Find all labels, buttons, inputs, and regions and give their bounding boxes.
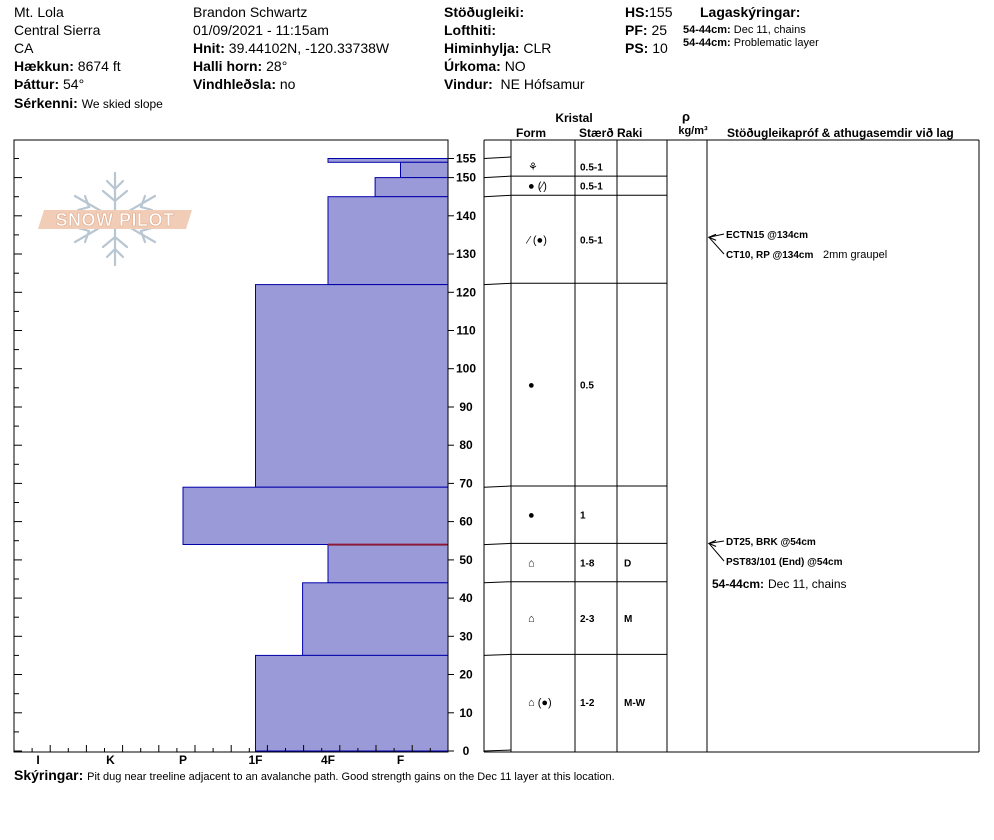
- rho-header: ρ: [681, 109, 691, 124]
- depth-tick-label: 110: [456, 323, 476, 338]
- hardness-tick-label: 1F: [248, 753, 263, 767]
- strat-connector: [484, 654, 511, 655]
- hardness-tick-label: I: [36, 753, 40, 767]
- hs-value: 155: [649, 4, 673, 20]
- arrow-icon: [709, 234, 716, 240]
- observer: Brandon Schwartz: [193, 4, 308, 20]
- strat-size: 0.5-1: [580, 181, 603, 193]
- strat-size: 0.5-1: [580, 235, 603, 247]
- strat-connector: [484, 750, 511, 751]
- strat-size: 2-3: [580, 614, 595, 625]
- depth-tick-label: 10: [459, 705, 473, 720]
- layer-note-text: Dec 11, chains: [768, 577, 847, 591]
- strat-connector: [484, 582, 511, 583]
- pf-label: PF:: [625, 22, 648, 38]
- strat-size: 1: [580, 510, 586, 522]
- wind-value: NE Hófsamur: [500, 76, 585, 92]
- precip-label: Úrkoma:: [444, 58, 501, 74]
- density-unit-header: kg/m³: [678, 125, 708, 137]
- ps-value: 10: [652, 40, 668, 56]
- hardness-bar: [328, 545, 448, 583]
- depth-axis: [448, 152, 476, 759]
- depth-tick-label: 150: [455, 170, 477, 185]
- test-label: DT25, BRK @54cm: [726, 537, 816, 548]
- pf-value: 25: [651, 22, 668, 38]
- test-label: PST83/101 (End) @54cm: [726, 557, 843, 568]
- strat-size: 1-2: [580, 698, 595, 710]
- layers-title: Lagaskýringar:: [700, 4, 801, 20]
- hardness-bar: [256, 655, 449, 751]
- layer-note-2-text: Problematic layer: [733, 37, 819, 49]
- elevation-value: 8674 ft: [77, 58, 121, 74]
- crystal-header: Kristal: [555, 111, 593, 125]
- strat-form: ⌂ (●): [528, 697, 552, 710]
- aspect-value: 54°: [63, 76, 85, 92]
- strat-connector: [484, 543, 511, 544]
- tests-header: Stöðugleikapróf & athugasemdir við lag: [727, 126, 954, 140]
- hardness-bar: [375, 178, 448, 197]
- features-label: Sérkenni:: [14, 95, 78, 111]
- stability-label: Stöðugleiki:: [444, 4, 525, 20]
- depth-tick-label: 100: [455, 361, 477, 376]
- test-pointer: [709, 543, 724, 561]
- wind-label: Vindur:: [444, 76, 493, 92]
- depth-tick-label: 40: [459, 591, 473, 606]
- strat-connector: [484, 195, 511, 196]
- sky-label: Himinhylja:: [444, 40, 520, 56]
- region: Central Sierra: [14, 22, 101, 38]
- hardness-tick-label: K: [106, 753, 115, 767]
- precip-value: NO: [504, 58, 526, 74]
- depth-tick-label: 130: [455, 247, 477, 261]
- hardness-bar: [401, 162, 449, 177]
- layer-note-1-text: Dec 11, chains: [733, 24, 806, 36]
- state: CA: [14, 40, 34, 56]
- depth-tick-label: 120: [455, 285, 477, 300]
- strat-connector: [484, 486, 511, 487]
- test-label: CT10, RP @134cm: [726, 250, 814, 261]
- hardness-tick-label: F: [396, 753, 405, 767]
- depth-tick-label: 20: [459, 667, 473, 682]
- strat-connector: [484, 176, 511, 178]
- footer-label: Skýringar:: [14, 767, 84, 783]
- depth-tick-label: 90: [459, 400, 473, 414]
- hardness-tick-label: P: [178, 753, 188, 767]
- depth-tick-label: 70: [459, 476, 473, 491]
- footer-text: Pit dug near treeline adjacent to an avalanche path. Good strength gains on the Dec 11 layer at this location.: [87, 771, 615, 783]
- hardness-bar: [256, 285, 449, 488]
- strat-size: 0.5-1: [580, 162, 603, 174]
- wind-loading-label: Vindhleðsla:: [193, 76, 276, 92]
- elevation-label: Hækkun:: [14, 58, 74, 74]
- ps-label: PS:: [625, 40, 649, 56]
- footer: [14, 767, 615, 785]
- air-temp-label: Lofthiti:: [444, 22, 497, 38]
- strat-form: ⚘: [528, 161, 538, 174]
- strat-connector: [484, 283, 511, 284]
- layer-note-2-range: 54-44cm:: [683, 37, 731, 49]
- strat-form: ●: [528, 509, 535, 522]
- layer-note-range: 54-44cm:: [712, 577, 765, 591]
- hardness-tick-label: 4F: [320, 753, 336, 767]
- depth-tick-label: 0: [462, 744, 470, 758]
- wind-loading-value: no: [279, 76, 296, 92]
- arrow-icon: [709, 540, 716, 546]
- strat-moisture: M: [624, 614, 633, 625]
- logo-text: SNOW PILOT: [55, 210, 175, 230]
- depth-tick-label: 80: [459, 438, 473, 453]
- form-header: Form: [516, 126, 546, 140]
- features-value: We skied slope: [81, 97, 163, 111]
- hardness-bar: [328, 159, 448, 163]
- depth-tick-label: 50: [459, 552, 473, 567]
- test-label: ECTN15 @134cm: [726, 230, 809, 241]
- hardness-bar: [183, 487, 448, 544]
- depth-tick-label: 60: [459, 514, 473, 529]
- coords-value: 39.44102N, -120.33738W: [228, 40, 390, 56]
- strat-size: 1-8: [580, 558, 595, 570]
- hardness-bars: [183, 159, 448, 752]
- hardness-bar: [303, 583, 448, 656]
- test-note: 2mm graupel: [823, 249, 888, 261]
- sky-value: CLR: [523, 40, 552, 56]
- moisture-header: Raki: [617, 126, 643, 140]
- aspect-label: Þáttur:: [14, 76, 60, 92]
- strat-moisture: D: [624, 558, 632, 570]
- stability-tests: [709, 230, 887, 591]
- layer-note-1-range: 54-44cm:: [683, 24, 731, 36]
- strat-size: 0.5: [580, 380, 594, 392]
- coords-label: Hnit:: [193, 40, 225, 56]
- depth-tick-label: 30: [459, 629, 473, 644]
- depth-tick-label: 140: [455, 208, 477, 223]
- hardness-bar: [328, 197, 448, 285]
- datetime: 01/09/2021 - 11:15am: [193, 22, 329, 38]
- strat-form: ⌂: [528, 557, 535, 570]
- strat-form: ⌂: [528, 613, 535, 625]
- snowpilot-logo: [38, 173, 192, 265]
- location: Mt. Lola: [14, 4, 64, 20]
- depth-tick-label: 155: [455, 151, 477, 166]
- slope-value: 28°: [266, 58, 288, 74]
- strat-form: ●: [528, 379, 535, 392]
- strat-form: ⁄ (●): [528, 234, 547, 247]
- strat-form: ● (⁄): [528, 180, 547, 193]
- test-pointer: [709, 237, 724, 254]
- strat-connector: [484, 157, 511, 159]
- size-header: Stærð: [579, 126, 614, 140]
- hs-label: HS:: [625, 4, 650, 20]
- slope-label: Halli horn:: [193, 58, 263, 74]
- strat-moisture: M-W: [624, 698, 646, 710]
